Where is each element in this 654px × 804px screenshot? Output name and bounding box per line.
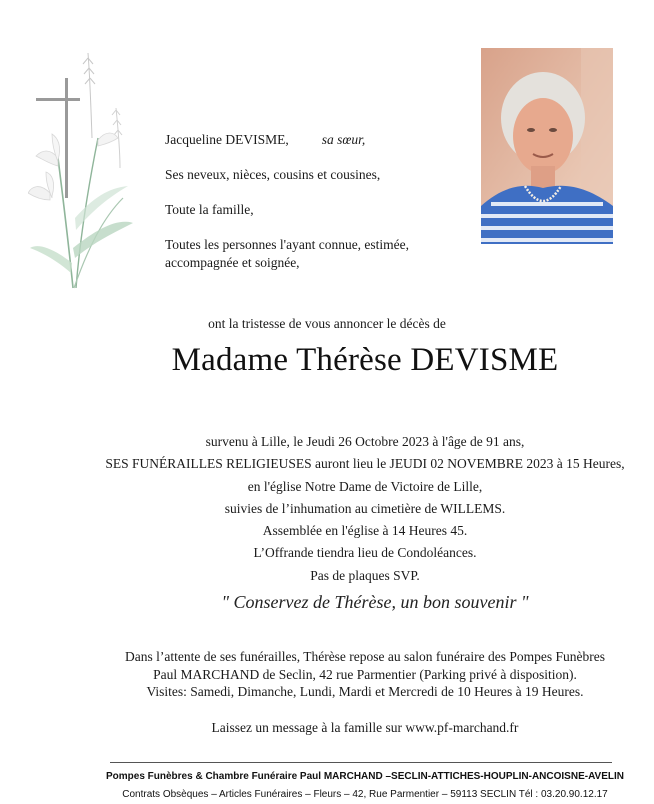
- detail-line: survenu à Lille, le Jeudi 26 Octobre 2023 à l'âge de 91 ans,: [205, 434, 525, 449]
- family-list: [165, 131, 465, 272]
- visits-info: [0, 648, 654, 701]
- family-line-2: Ses neveux, nièces, cousins et cousines,: [165, 167, 381, 182]
- detail-line: suivies de l’inhumation au cimetière de WILLEMS.: [224, 500, 506, 516]
- visits-line: Paul MARCHAND de Seclin, 42 rue Parmentier (Parking privé à disposition).: [153, 666, 577, 682]
- footer-company-line: Pompes Funèbres & Chambre Funéraire Paul MARCHAND –SECLIN-ATTICHES-HOUPLIN-ANCOISNE-AVELIN: [105, 771, 625, 782]
- family-line-3: Toute la famille,: [165, 202, 254, 217]
- footer: [0, 768, 654, 804]
- deceased-name: Madame Thérèse DEVISME: [171, 342, 559, 378]
- family-member-relation: sa sœur,: [321, 132, 366, 147]
- detail-line: en l'église Notre Dame de Victoire de Lille,: [247, 478, 483, 494]
- announcement-text: ont la tristesse de vous annoncer le décès de: [208, 316, 446, 331]
- footer-contact-line: Contrats Obsèques – Articles Funéraires – Fleurs – 42, Rue Parmentier – 59113 SECLIN Tél : 03.20.90.12.17: [122, 789, 608, 800]
- memorial-quote: " Conservez de Thérèse, un bon souvenir ": [221, 592, 529, 612]
- footer-divider: [110, 762, 612, 763]
- message-link-text: Laissez un message à la famille sur www.pf-marchand.fr: [211, 720, 519, 735]
- detail-line: Pas de plaques SVP.: [310, 567, 420, 583]
- family-line-4a: Toutes les personnes l'ayant connue, estimée,: [165, 237, 410, 252]
- detail-line: Assemblée en l'église à 14 Heures 45.: [262, 523, 468, 539]
- detail-line: L’Offrande tiendra lieu de Condoléances.: [253, 545, 477, 561]
- cross-lily-icon: [28, 48, 138, 298]
- family-member-name: Jacqueline DEVISME,: [165, 132, 289, 147]
- family-line-1: [165, 131, 465, 149]
- portrait-photo: [481, 48, 613, 244]
- visits-line: Visites: Samedi, Dimanche, Lundi, Mardi et Mercredi de 10 Heures à 19 Heures.: [146, 684, 584, 699]
- visits-line: Dans l’attente de ses funérailles, Thérèse repose au salon funéraire des Pompes Funèbres: [125, 649, 605, 664]
- family-line-4b: accompagnée et soignée,: [165, 255, 300, 270]
- funeral-details: [0, 431, 654, 587]
- detail-line: SES FUNÉRAILLES RELIGIEUSES auront lieu le JEUDI 02 NOVEMBRE 2023 à 15 Heures,: [105, 456, 625, 472]
